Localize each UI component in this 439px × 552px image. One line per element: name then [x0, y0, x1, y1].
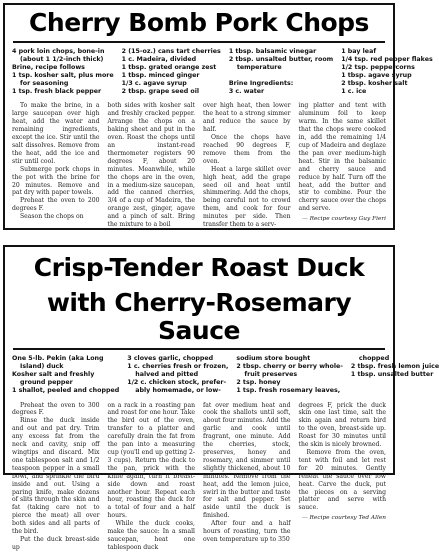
ingredient-line: 1 tbsp. unsalted butter — [350, 370, 434, 378]
recipe-title-line-2: with Cherry-Rosemary Sauce — [46, 288, 352, 345]
instruction-paragraph: Remove from the oven, tent with foil and let rest for 20 minutes. Gently reheat the sauce over low heat. Carve the duck, put the pieces on a serving platter and serve with sauce. — [298, 448, 386, 512]
ingredient-line: 1 tbsp. minced ginger — [121, 71, 200, 79]
ingredient-line: halved and pitted — [135, 370, 199, 378]
recipe-title: Cherry Bomb Pork Chops — [29, 8, 369, 37]
instruction-column — [203, 402, 291, 552]
instruction-column — [108, 102, 196, 229]
instruction-paragraph: both sides with kosher salt and freshly cracked pepper. Arrange the chops on a baking sheet and put in the oven. Roast the chops until an instant-read thermometer registers 90 degrees F, about 20 minutes. Meanwhile, while the chops are in the oven, in a medium-size saucepan, add the canned cherries, 3/4 of a cup of Madeira, the orange zest, ginger, agave and a pinch of salt. Bring the mixture to a boil — [107, 102, 195, 229]
ingredient-line: 1 shallot, peeled and chopped — [12, 386, 120, 394]
instruction-paragraph: Season the chops on — [20, 213, 84, 221]
ingredient-line: 1/4 tsp. red pepper flakes — [341, 55, 433, 63]
ingredient-line: 1/3 c. agave syrup — [121, 79, 187, 87]
instruction-paragraph: Put the duck breast-side up — [12, 535, 100, 551]
ingredient-column — [229, 48, 333, 95]
instruction-paragraph: While the duck cooks, make the sauce: In a small saucepan, heat one tablespoon duck — [107, 520, 195, 551]
instruction-paragraph: ing platter and tent with aluminum foil to keep warm. In the same skillet that the chops were cooked in, add the remaining 1/4 cup of Madeira and deglaze the pan over medium-high heat. Stir in the balsamic and cherry sauce and reduce by half. Turn off the heat, add the butter and stir to combine. Pour the cherry sauce over the chops and serve. — [298, 102, 386, 213]
ingredient-line: 3 cloves garlic, chopped — [127, 355, 214, 362]
ingredient-line: 1 tsp. kosher salt, plus more — [12, 71, 114, 79]
instruction-paragraph: Preheat the oven to 200 degrees F. — [12, 197, 100, 213]
instruction-column — [108, 402, 196, 552]
ingredient-line: 2 tbsp. unsalted butter, room — [228, 55, 334, 63]
ingredient-line: 1/2 c. chicken stock, prefer- — [127, 378, 227, 386]
ingredient-column — [12, 355, 119, 395]
instruction-paragraph: Rinse the duck inside and out and pat dry. Trim any excess fat from the neck and cavity, snip off wingtips and discard. Mix one tablespoon salt and 1/2 teaspoon pepper in a small bowl, and sprinkle the bird inside and out. Using a paring knife, make dozens of slits through the skin and fat (taking care not to pierce the meat) all over both sides and all parts of the bird. — [12, 417, 100, 536]
ingredient-line: sodium store bought — [236, 355, 311, 362]
instruction-paragraph: over high heat, then lower the heat to a strong simmer and reduce the sauce by half. — [203, 102, 291, 134]
ingredient-line: One 5-lb. Pekin (aka Long — [12, 355, 104, 362]
instruction-paragraph: Once the chops have reached 90 degrees F, remove them from the oven. — [203, 134, 291, 165]
ingredient-line: 1 tbsp. grated orange zest — [121, 63, 217, 71]
ingredient-line: 1 bay leaf — [341, 48, 377, 55]
ingredient-line: ably homemade, or low- — [135, 386, 221, 394]
ingredient-line: Kosher salt and freshly — [12, 370, 95, 378]
recipe-roast-duck — [3, 245, 439, 551]
ingredient-column — [127, 355, 228, 395]
ingredient-line: chopped — [358, 355, 390, 362]
ingredients-section — [5, 43, 433, 95]
ingredient-line: 4 pork loin chops, bone-in — [12, 48, 105, 55]
instruction-column — [12, 102, 100, 229]
recipe-cherry-bomb-pork-chops — [3, 3, 433, 230]
ingredient-line: 2 tbsp. fresh lemon juice — [350, 362, 439, 370]
ingredient-line: 1 tbsp. agave syrup — [341, 71, 412, 79]
ingredients-section — [5, 350, 439, 395]
instruction-paragraph: After four and a half hours of roasting, turn the oven temperature up to 350 — [203, 520, 291, 543]
instruction-paragraph: degrees F, prick the duck skin one last time, salt the skin again and return bird to the oven, breast-side up. Roast for 30 minutes until the skin is nicely browned. — [298, 401, 386, 449]
instruction-column — [203, 102, 291, 229]
instructions-section — [5, 395, 393, 552]
ingredient-line: Brine Ingredients: — [228, 79, 294, 87]
ingredient-line: 1 tsp. fresh rosemary leaves, — [236, 386, 341, 394]
ingredient-column — [351, 355, 439, 395]
instruction-paragraph: Submerge pork chops in the pot with the brine for 20 minutes. Remove and pat dry with paper towels. — [12, 165, 100, 197]
instructions-section — [5, 95, 393, 229]
ingredient-line: 2 tsp. honey — [236, 378, 281, 386]
ingredient-line: 2 tbsp. kosher salt — [341, 79, 408, 87]
ingredient-line: 1/2 tsp. peppercorns — [341, 63, 415, 71]
ingredient-line: 1 tsp. fresh black pepper — [12, 87, 102, 95]
ingredient-column — [12, 48, 114, 95]
ingredient-line: 1 c. Madeira, divided — [121, 55, 197, 63]
ingredient-line: 1 c. cherries fresh or frozen, — [127, 362, 229, 370]
ingredient-line: temperature — [236, 63, 282, 71]
ingredient-line: 2 tbsp. grape seed oil — [121, 87, 200, 95]
instruction-column — [299, 102, 387, 229]
ingredient-line: Brine, recipe follows — [12, 63, 85, 71]
ingredient-column — [341, 48, 433, 95]
recipe-credit: — Recipe courtesy Ted Allen — [301, 515, 386, 522]
instruction-paragraph: on a rack in a roasting pan and roast for one hour. Take the bird out of the oven, transfer to a platter and carefully drain the fat from the pan into a measuring cup (you'll end up getting 2-3 cups). Return the duck to the pan, prick with the knife again, turn it breast-side down and roast another hour. Repeat each hour, roasting the duck for a total of four and a half hours. — [107, 401, 195, 520]
ingredient-line: (about 1 1/2-inch thick) — [20, 55, 104, 63]
ingredient-spacer — [229, 72, 333, 80]
ingredient-column — [122, 48, 221, 95]
ingredient-line: ground pepper — [20, 378, 73, 386]
instruction-paragraph: fat over medium heat and cook the shallots until soft, about four minutes. Add the garlic and cook until fragrant, one minute. Add the cherries, stock, preserves, honey and rosemary, and simmer until slightly thickened, about 10 minutes. Remove from the heat, add the lemon juice, swirl in the butter and taste for salt and pepper. Set aside until the duck is finished. — [203, 401, 291, 520]
ingredient-line: 1 tbsp. balsamic vinegar — [228, 48, 317, 55]
ingredient-line: fruit preserves — [244, 370, 298, 378]
recipe-credit: — Recipe courtesy Guy Fieri — [301, 216, 386, 223]
instruction-column — [12, 402, 100, 552]
recipe-title-line-1: Crisp-Tender Roast Duck — [33, 253, 365, 282]
instruction-paragraph: Preheat the oven to 300 degrees F. — [12, 401, 100, 417]
instruction-column — [299, 402, 387, 552]
ingredient-line: 3 c. water — [228, 87, 265, 95]
instruction-paragraph: Heat a large skillet over high heat, add the grape seed oil and heat until shimmering. Add the chops, being careful not to crowd them, and cook for four minutes per side. Then transfer them to a serv- — [203, 165, 291, 229]
ingredient-line: Island) duck — [20, 362, 64, 370]
ingredient-line: 2 tbsp. cherry or berry whole- — [236, 362, 343, 370]
ingredient-line: for seasoning — [20, 79, 69, 87]
instruction-paragraph: To make the brine, in a large saucepan over high heat, add the water and remaining ingredients, except the ice. Stir until the salt dissolves. Remove from the heat, add the ice and stir until cool. — [12, 102, 100, 165]
ingredient-line: 2 (15-oz.) cans tart cherries — [121, 48, 221, 55]
ingredient-column — [236, 355, 343, 395]
ingredient-line: 1 c. ice — [341, 87, 367, 95]
